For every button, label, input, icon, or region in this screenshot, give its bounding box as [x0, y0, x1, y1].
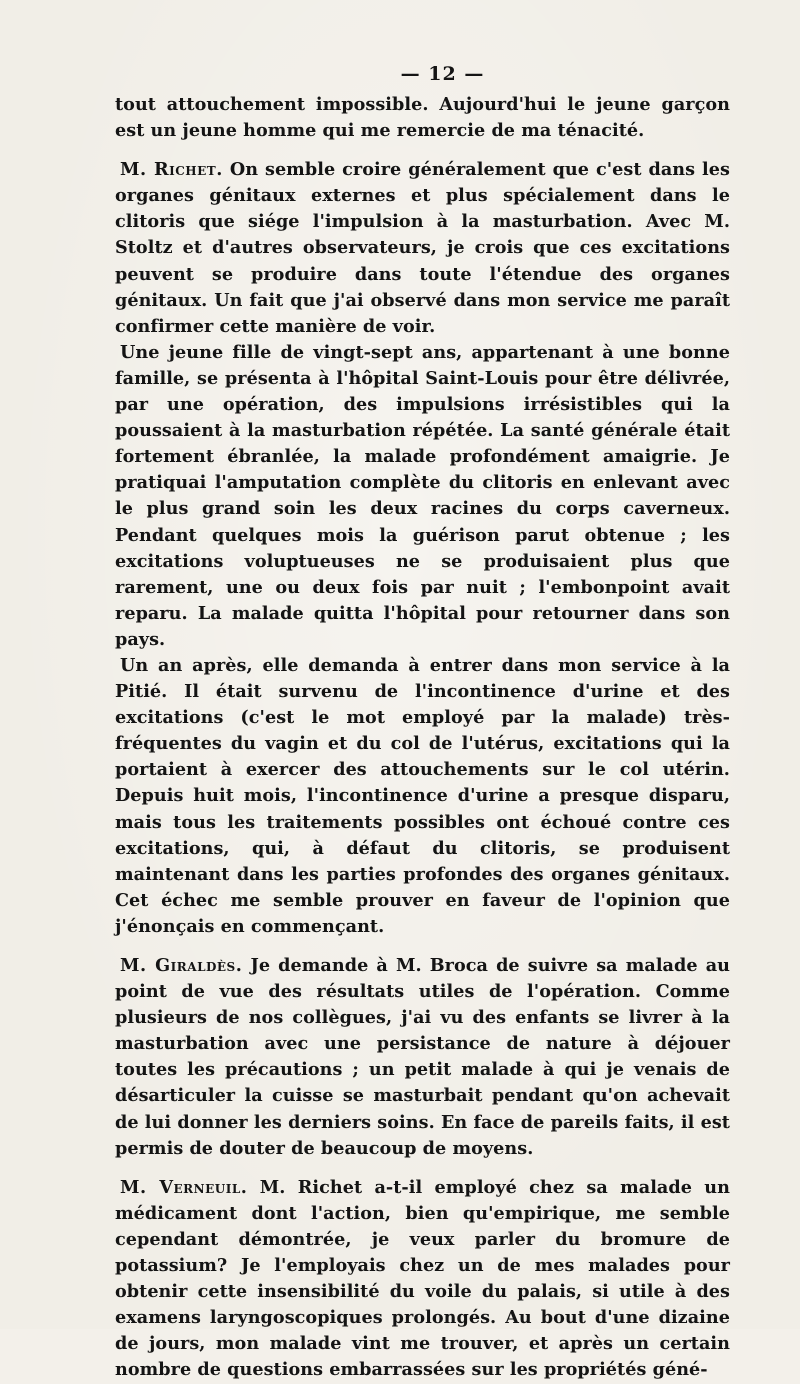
- paragraph-1: [115, 92, 730, 144]
- page-body: [115, 92, 730, 1384]
- paragraph-4: [115, 653, 730, 940]
- page-number: — 12 —: [400, 63, 485, 85]
- paragraph-text: On semble croire généralement que c'est dans les organes génitaux externes et plus spécialement dans le clitoris que siége l'impulsion à la masturbation. Avec M. Stoltz et d'autres observateurs, je crois que ces excitations peuvent se produire dans toute l'étendue des organes génitaux. Un fait que j'ai observé dans mon service me paraît confirmer cette manière de voir.: [115, 159, 730, 337]
- paragraph-6-verneuil: [115, 1175, 730, 1384]
- speaker-name: M. Richet.: [120, 159, 223, 181]
- paragraph-5-giraldes: [115, 953, 730, 1162]
- speaker-name: M. Giraldès.: [120, 955, 243, 976]
- paragraph-text: tout attouchement impossible. Aujourd'hui le jeune garçon est un jeune homme qui me remercie de ma ténacité.: [115, 94, 730, 142]
- paragraph-text: Un an après, elle demanda à entrer dans mon service à la Pitié. Il était survenu de l'incontinence d'urine et des excitations (c'est le mot employé par la malade) très-fréquentes du vagin et du col de l'utérus, excitations qui la portaient à exercer des attouchements sur le col utérin. Depuis huit mois, l'incontinence d'urine a presque disparu, mais tous les traitements possibles ont échoué contre ces excitations, qui, à défaut du clitoris, se produisent maintenant dans les parties profondes des organes génitaux. Cet échec me semble prouver en faveur de l'opinion que j'énonçais en commençant.: [115, 654, 730, 937]
- paragraph-3: [115, 340, 730, 653]
- paragraph-text: Je demande à M. Broca de suivre sa malade au point de vue des résultats utiles de l'opération. Comme plusieurs de nos collègues, j'ai vu des enfants se livrer à la masturbation avec une persistance de nature à déjouer toutes les précautions ; un petit malade à qui je venais de désarticuler la cuisse se masturbait pendant qu'on achevait de lui donner les derniers soins. En face de pareils faits, il est permis de douter de beaucoup de moyens.: [115, 955, 730, 1159]
- paragraph-2-richet: [115, 157, 730, 340]
- speaker-name: M. Verneuil.: [120, 1176, 248, 1198]
- paragraph-text: M. Richet a-t-il employé chez sa malade un médicament dont l'action, bien qu'empirique, me semble cependant démontrée, je veux parler du bromure de potassium? Je l'employais chez un de mes malades pour obtenir cette insensibilité du voile du palais, si utile à des examens laryngoscopiques prolongés. Au bout d'une dizaine de jours, mon malade vint me trouver, et après un certain nombre de questions embarrassées sur les propriétés géné-: [115, 1176, 730, 1381]
- paragraph-text: Une jeune fille de vingt-sept ans, appartenant à une bonne famille, se présenta à l'hôpital Saint-Louis pour être délivrée, par une opération, des impulsions irrésistibles qui la poussaient à la masturbation répétée. La santé générale était fortement ébranlée, la malade profondément amaigrie. Je pratiquai l'amputation complète du clitoris en enlevant avec le plus grand soin les deux racines du corps caverneux. Pendant quelques mois la guérison parut obtenue ; les excitations voluptueuses ne se produisaient plus que rarement, une ou deux fois par nuit ; l'embonpoint avait reparu. La malade quitta l'hôpital pour retourner dans son pays.: [115, 341, 730, 650]
